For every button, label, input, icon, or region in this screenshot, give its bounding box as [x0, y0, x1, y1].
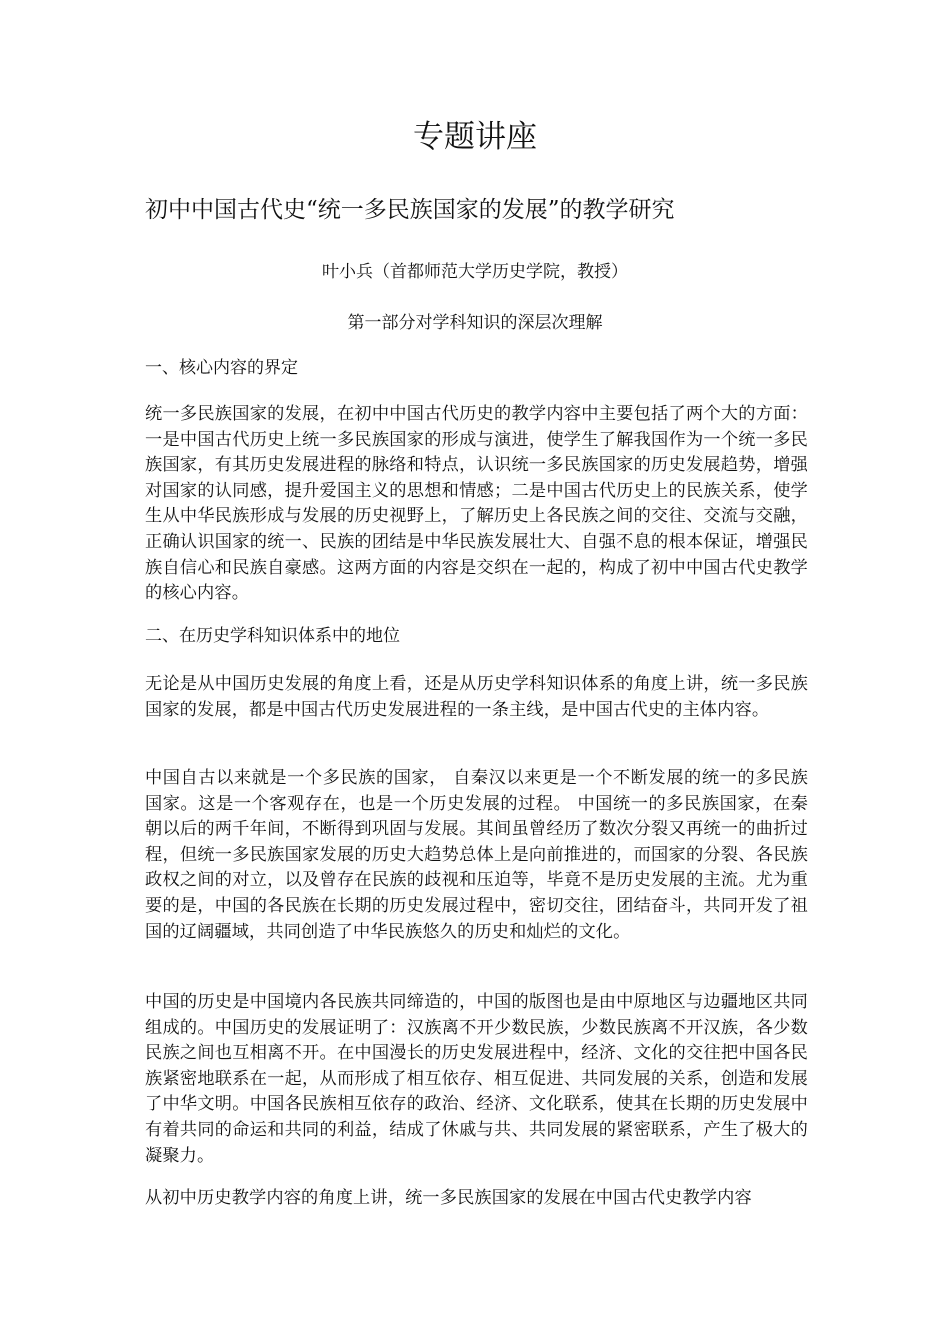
section-1-paragraph-1: 统一多民族国家的发展，在初中中国古代历史的教学内容中主要包括了两个大的方面：一是中国古代历史上统一多民族国家的形成与演进，使学生了解我国作为一个统一多民族国家，有其历史发展进程的脉络和特点，认识统一多民族国家的历史发展趋势，增强对国家的认同感，提升爱国主义的思想和情感；二是中国古代历史上的民族关系，使学生从中华民族形成与发展的历史视野上，了解历史上各民族之间的交往、交流与交融，正确认识国家的统一、民族的团结是中华民族发展壮大、自强不息的根本保证，增强民族自信心和民族自豪感。这两方面的内容是交织在一起的，构成了初中中国古代史教学的核心内容。 [145, 404, 808, 604]
section-2-paragraph-3: 中国的历史是中国境内各民族共同缔造的，中国的版图也是由中原地区与边疆地区共同组成的。中国历史的发展证明了：汉族离不开少数民族，少数民族离不开汉族，各少数民族之间也互相离不开。在中国漫长的历史发展进程中，经济、文化的交往把中国各民族紧密地联系在一起，从而形成了相互依存、相互促进、共同发展的关系，创造和发展了中华文明。中国各民族相互依存的政治、经济、文化联系，使其在长期的历史发展中有着共同的命运和共同的利益，结成了休戚与共、共同发展的紧密联系，产生了极大的凝聚力。 [145, 992, 808, 1166]
section-2-paragraph-1: 无论是从中国历史发展的角度上看，还是从历史学科知识体系的角度上讲，统一多民族国家的发展，都是中国古代历史发展进程的一条主线，是中国古代史的主体内容。 [145, 674, 808, 720]
author-line: 叶小兵（首都师范大学历史学院，教授） [322, 262, 628, 282]
section-2-heading: 二、在历史学科知识体系中的地位 [145, 626, 400, 646]
section-1-heading: 一、核心内容的界定 [145, 358, 298, 378]
section-2-paragraph-2: 中国自古以来就是一个多民族的国家， 自秦汉以来更是一个不断发展的统一的多民族国家。这是一个客观存在，也是一个历史发展的过程。 中国统一的多民族国家，在秦朝以后的两千年间，不断得到巩固与发展。其间虽曾经历了数次分裂又再统一的曲折过程，但统一多民族国家发展的历史大趋势总体上是向前推进的，而国家的分裂、各民族政权之间的对立，以及曾存在民族的歧视和压迫等，毕竟不是历史发展的主流。尤为重要的是，中国的各民族在长期的历史发展过程中，密切交往，团结奋斗，共同开发了祖国的辽阔疆域，共同创造了中华民族悠久的历史和灿烂的文化。 [145, 768, 808, 942]
section-2-paragraph-4: 从初中历史教学内容的角度上讲，统一多民族国家的发展在中国古代史教学内容 [145, 1188, 752, 1208]
part-title: 第一部分对学科知识的深层次理解 [347, 313, 603, 333]
subtitle: 初中中国古代史“统一多民族国家的发展”的教学研究 [145, 197, 675, 223]
main-title: 专题讲座 [413, 119, 537, 155]
